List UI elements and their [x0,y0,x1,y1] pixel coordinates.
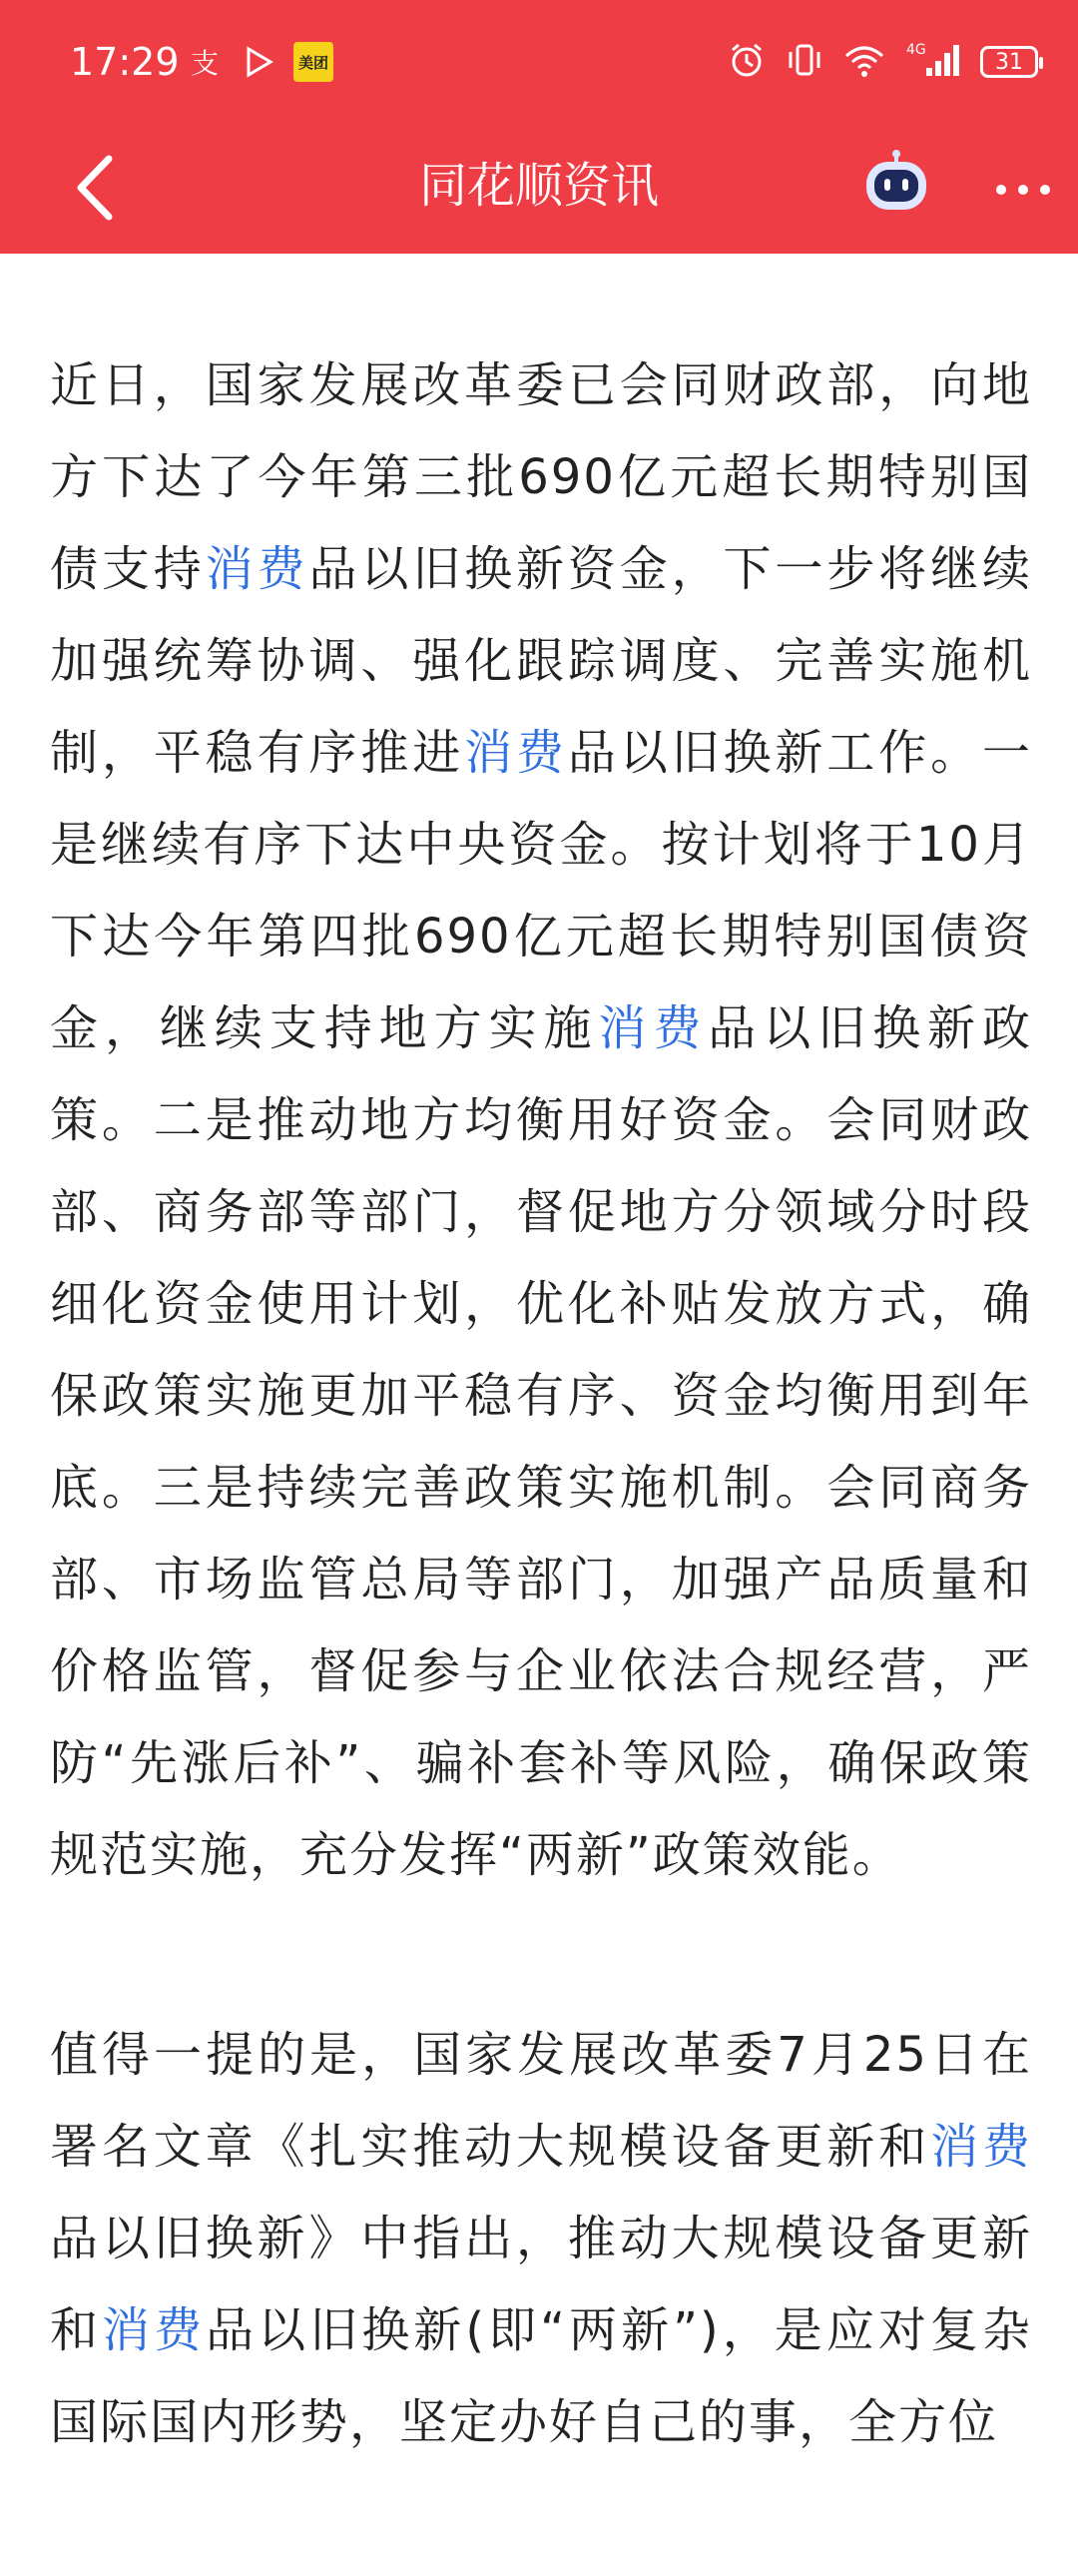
article-body [50,339,1032,2576]
wifi-icon [842,40,886,84]
system-status [727,40,1038,84]
svg-text:支: 支 [191,47,220,79]
page-title: 同花顺资讯 [418,158,659,214]
paragraph-text: 品以旧换新政策。二是推动地方均衡用好资金。会同财政部、商务部等部门，督促地方分领域分时段细化资金使用计划，优化补贴发放方式，确保政策实施更加平稳有序、资金均衡用到年底。三是持续完善政策实施机制。会同商务部、市场监管总局等部门，加强产品质量和价格监管，督促参与企业依法合规经营，严防“先涨后补”、骗补套补等风险，确保政策规范实施，充分发挥“两新”政策效能。 [50,1000,1032,1883]
nav-bar [0,120,1078,254]
paragraph-text: 值得一提的是，国家发展改革委7月25日在署名文章《扎实推动大规模设备更新和 [50,2027,1032,2175]
more-dots-icon [993,182,1053,198]
keyword-link[interactable]: 消费 [102,2302,207,2358]
article-paragraph [50,2009,1032,2468]
battery-level: 31 [995,49,1023,75]
article-paragraph [50,339,1032,1901]
battery-icon [980,46,1038,78]
ai-assistant-button[interactable] [860,148,932,220]
paragraph-text: 品以旧换新工作。一是继续有序下达中央资金。按计划将于10月下达今年第四批690亿元超长期特别国债资金，继续支持地方实施 [50,725,1032,1056]
alarm-icon [727,40,767,84]
keyword-link[interactable]: 消费 [930,2119,1032,2175]
meituan-icon: 美团 [293,42,333,82]
video-app-icon [240,42,279,82]
alipay-icon [186,42,226,82]
status-time: 17:29 [70,40,180,84]
keyword-link[interactable]: 消费 [464,725,568,781]
paragraph-text: 品以旧换新资金，下一步将继续加强统筹协调、强化跟踪调度、完善实施机制，平稳有序推进 [50,541,1032,781]
robot-icon [860,148,932,220]
paragraph-text: 品以旧换新(即“两新”)，是应对复杂国际国内形势，坚定办好自己的事，全方位 [50,2302,1032,2450]
more-options-button[interactable] [988,160,1058,220]
network-type-label: 4G [906,42,926,58]
status-bar [0,0,1078,120]
cellular-signal-icon [904,40,962,84]
notification-icons [186,42,333,82]
paragraph-text: 品以旧换新》中指出，推动大规模设备更新和 [50,2211,1032,2358]
app-header [0,0,1078,254]
paragraph-text: 近日，国家发展改革委已会同财政部，向地方下达了今年第三批690亿元超长期特别国债支持 [50,357,1032,597]
vibrate-icon [785,40,824,84]
keyword-link[interactable]: 消费 [598,1000,709,1056]
keyword-link[interactable]: 消费 [205,541,309,597]
